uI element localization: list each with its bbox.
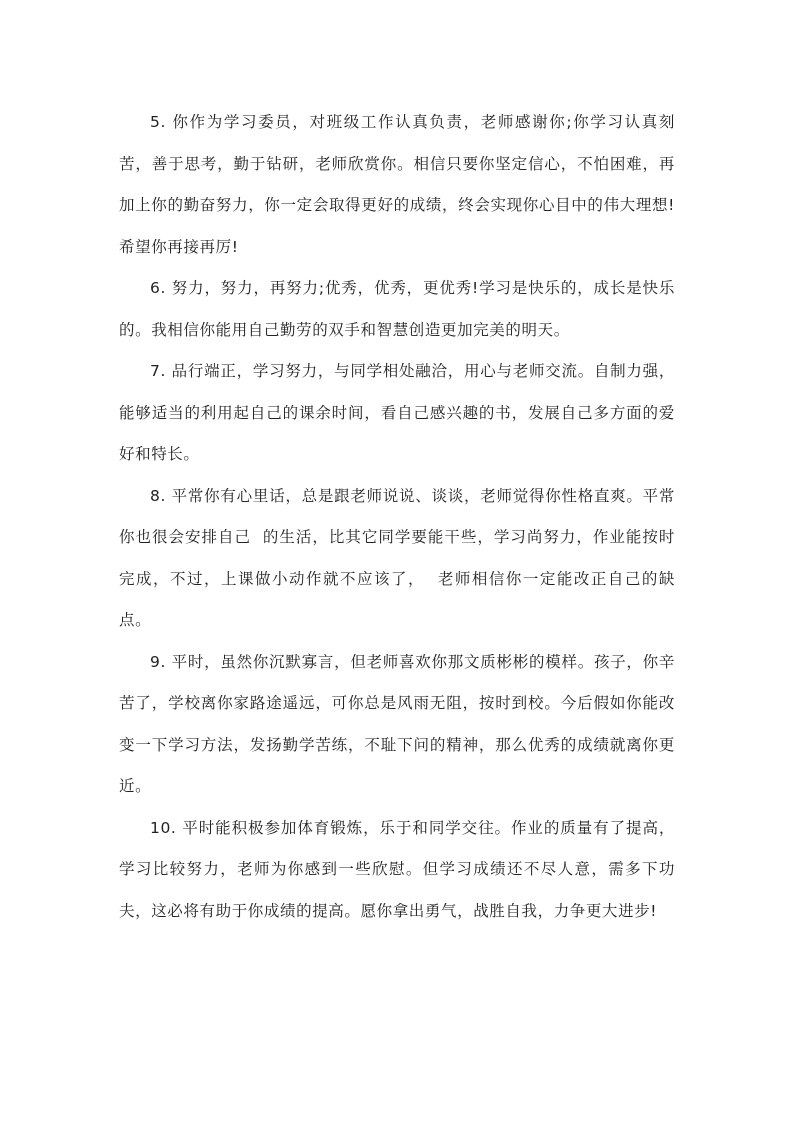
paragraph-number: 9. (150, 652, 172, 671)
paragraph-5 (119, 102, 675, 268)
paragraph-text: 平时，虽然你沉默寡言，但老师喜欢你那文质彬彬的模样。孩子，你辛苦了，学校离你家路途遥远，可你总是风雨无阻，按时到校。今后假如你能改变一下学习方法，发扬勤学苦练，不耻下问的精神，那么优秀的成绩就离你更近。 (119, 652, 676, 795)
paragraph-number: 7. (150, 362, 172, 380)
paragraph-9 (119, 642, 675, 808)
paragraph-8 (119, 476, 675, 642)
paragraph-number: 6. (150, 279, 172, 297)
paragraph-number: 5. (150, 113, 173, 131)
paragraph-number: 10. (150, 818, 183, 837)
paragraph-6 (119, 268, 675, 351)
paragraph-text: 品行端正，学习努力，与同学相处融洽，用心与老师交流。自制力强，能够适当的利用起自己的课余时间，看自己感兴趣的书，发展自己多方面的爱好和特长。 (119, 362, 676, 463)
paragraph-text: 平常你有心里话，总是跟老师说说、谈谈，老师觉得你性格直爽。平常你也很会安排自己 的生活，比其它同学要能干些，学习尚努力，作业能按时完成，不过，上课做小动作就不应该了， 老师相信你一定能改正自己的缺点。 (119, 486, 676, 629)
paragraph-number: 8. (150, 486, 172, 505)
paragraph-10 (119, 808, 675, 933)
paragraph-text: 努力，努力，再努力;优秀，优秀，更优秀!学习是快乐的，成长是快乐的。我相信你能用自己勤劳的双手和智慧创造更加完美的明天。 (119, 279, 676, 339)
paragraph-7 (119, 351, 675, 476)
document-body (119, 102, 675, 932)
paragraph-text: 平时能积极参加体育锻炼，乐于和同学交往。作业的质量有了提高，学习比较努力，老师为你感到一些欣慰。但学习成绩还不尽人意，需多下功夫，这必将有助于你成绩的提高。愿你拿出勇气，战胜自我，力争更大进步! (119, 818, 675, 920)
paragraph-text: 你作为学习委员，对班级工作认真负责，老师感谢你;你学习认真刻苦，善于思考，勤于钻研，老师欣赏你。相信只要你坚定信心，不怕困难，再加上你的勤奋努力，你一定会取得更好的成绩，终会实现你心目中的伟大理想!希望你再接再厉! (119, 113, 675, 256)
